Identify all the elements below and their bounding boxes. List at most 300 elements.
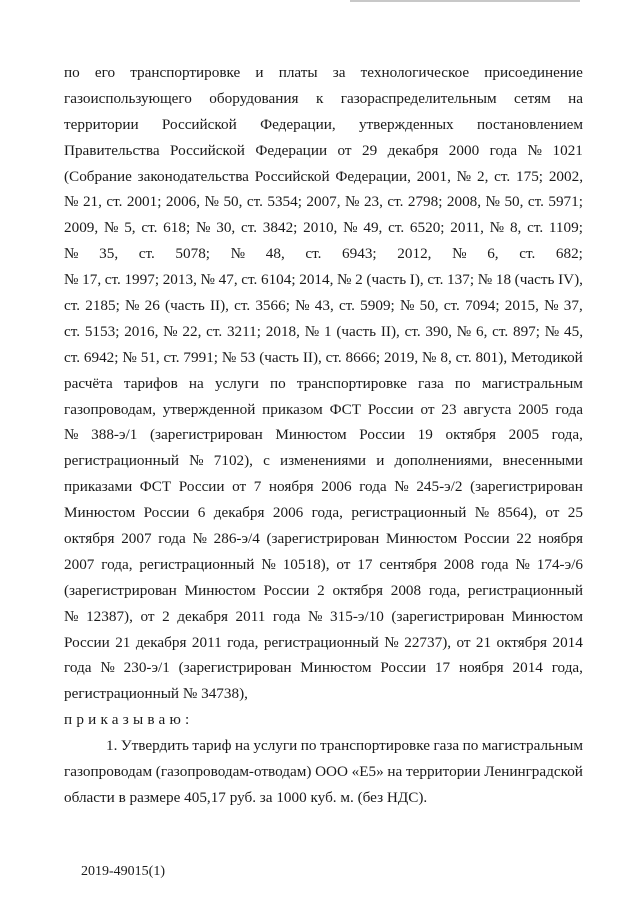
text-word: ст. [104, 271, 121, 289]
text-word: на [235, 737, 250, 755]
text-word: 3566; [255, 297, 290, 315]
text-word: I), [409, 271, 424, 289]
text-word: № [64, 245, 79, 263]
text-word: 2014 [552, 633, 583, 651]
text-word: года, [227, 633, 259, 651]
text-word: 25 [567, 504, 583, 522]
text-word: № [122, 348, 137, 366]
text-word: ст. [234, 297, 251, 315]
text-word: 2011, [450, 219, 484, 237]
text-word: № [345, 193, 360, 211]
text-word: 2 [355, 271, 363, 289]
text-word: 2019, [384, 348, 419, 366]
text-line [64, 785, 583, 811]
text-word: ст. [241, 271, 258, 289]
text-word: № [295, 297, 310, 315]
text-word: ст. [443, 297, 460, 315]
text-word: № [204, 193, 219, 211]
text-word: 50, [223, 193, 243, 211]
text-word: Российской [161, 115, 237, 133]
text-word: 2014, [299, 271, 334, 289]
text-word: газа [433, 737, 460, 755]
text-word: 2006, [165, 193, 201, 211]
text-word: № [163, 322, 178, 340]
text-word: 3211; [226, 322, 261, 340]
text-line [64, 86, 583, 112]
text-word: ФСТ [139, 478, 172, 496]
text-line [64, 345, 583, 371]
text-word: ст. [106, 193, 123, 211]
text-word: № [394, 478, 409, 496]
text-word: № [544, 322, 560, 340]
text-word: (зарегистрирован [64, 581, 177, 599]
text-word: 2005 [518, 400, 549, 418]
text-word: ст. [64, 297, 81, 315]
text-word: 5354; [267, 193, 302, 211]
text-word: газа [418, 374, 444, 392]
text-word: ст. [527, 219, 544, 237]
text-word: 37, [563, 297, 583, 315]
text-word: декабря [387, 141, 439, 159]
text-word: ст. [387, 193, 404, 211]
text-word: года [158, 530, 186, 548]
text-word: 2016, [124, 322, 159, 340]
text-word: II), [380, 322, 400, 340]
text-line [64, 422, 583, 448]
text-word: 2008 [443, 555, 475, 573]
text-word: транспортировке [319, 737, 430, 755]
text-word: 897; [512, 322, 540, 340]
text-word: Правительства [64, 141, 160, 159]
text-word: 30, [216, 219, 236, 237]
text-word: 21, [82, 193, 102, 211]
scan-edge-mark [350, 0, 580, 2]
text-line [64, 319, 583, 345]
text-word: ст. [494, 167, 511, 185]
text-line [64, 500, 583, 526]
text-word: России [367, 400, 414, 418]
text-word: дополнениями, [394, 452, 493, 470]
text-word: 53 [240, 348, 256, 366]
text-word: 137; [447, 271, 475, 289]
text-word: 50, [504, 193, 524, 211]
text-word: 22737), [404, 633, 452, 651]
text-word: Минюстом [184, 581, 256, 599]
text-word: 51, [140, 348, 160, 366]
text-word: ООО [315, 763, 348, 781]
text-word: постановлением [476, 115, 583, 133]
text-word: 1021 [552, 141, 583, 159]
text-word: августа [463, 400, 512, 418]
text-line [64, 630, 583, 656]
text-word: магистральным [481, 374, 583, 392]
text-word: года [64, 659, 92, 677]
text-word: 2007, [306, 193, 341, 211]
text-word: 2014 [512, 659, 543, 677]
text-word: утвержденной [162, 400, 256, 418]
text-word: 390, [425, 322, 452, 340]
text-word: № [452, 245, 467, 263]
text-word: 2000 [448, 141, 480, 159]
text-word: 6 [197, 504, 206, 522]
text-word: 23 [441, 400, 457, 418]
text-word: 1109; [548, 219, 583, 237]
text-word: 801), [475, 348, 508, 366]
text-word: (часть [366, 271, 407, 289]
text-word: Ленинградской [484, 763, 583, 781]
text-word: изменениями [279, 452, 367, 470]
text-word: 6104; [260, 271, 296, 289]
text-word: ноября [268, 478, 314, 496]
text-word: 2010, [303, 219, 338, 237]
text-word: законодательства [137, 167, 249, 185]
text-word: Минюстом [64, 504, 136, 522]
text-word: 21 [115, 633, 131, 651]
text-word: регистрационный [263, 633, 379, 651]
text-word: 682; [555, 245, 583, 263]
text-word: 49, [363, 219, 383, 237]
text-word: № [64, 607, 79, 625]
text-word: тариф [192, 737, 232, 755]
text-word: 22 [516, 530, 532, 548]
text-word: газопроводам [64, 763, 153, 781]
text-word: 7102), [213, 452, 253, 470]
text-word: 2798; [407, 193, 443, 211]
text-word: декабря [135, 633, 187, 651]
text-word: 5, [124, 219, 136, 237]
text-word: № [343, 219, 358, 237]
text-word: Утвердить [120, 737, 189, 755]
text-word: № [337, 271, 352, 289]
text-line [64, 759, 583, 785]
text-word: IV), [558, 271, 583, 289]
text-word: 6, [476, 322, 488, 340]
text-line [64, 60, 583, 86]
text-word: 7 [253, 478, 262, 496]
text-word: России [64, 633, 110, 651]
text-line [64, 448, 583, 474]
text-word: № [189, 452, 204, 470]
text-word: № [192, 530, 207, 548]
text-word: ст. [519, 245, 536, 263]
text-line [64, 241, 583, 267]
text-word: регистрационный [139, 555, 255, 573]
text-word: 29 [362, 141, 378, 159]
text-word: 19 [417, 426, 433, 444]
text-word: 8564), [497, 504, 537, 522]
text-word: 388-э/1 [91, 426, 138, 444]
text-word: платы [278, 64, 318, 81]
text-word: 18 [495, 271, 512, 289]
text-word: 2 [162, 607, 170, 625]
text-word: на [387, 763, 403, 781]
text-word: II), [302, 348, 322, 366]
text-word: № [456, 167, 472, 185]
text-word: Российской [170, 141, 245, 159]
text-word: 2006 [272, 504, 304, 522]
text-word: ст. [64, 348, 81, 366]
text-word: и [376, 452, 385, 470]
text-word: от [140, 607, 155, 625]
text-word: 17 [357, 555, 373, 573]
text-word: Федерации, [260, 115, 336, 133]
text-word: сетям [514, 89, 551, 107]
text-word: ст. [64, 322, 81, 340]
text-word: ст. [141, 219, 158, 237]
text-word: 35, [99, 245, 119, 263]
text-word: (часть [336, 322, 377, 340]
text-word: технологическое [360, 64, 470, 81]
text-word: 21 [475, 633, 492, 651]
text-word: присоединение [484, 64, 583, 81]
text-word: услуги [253, 737, 298, 755]
text-word: 315-э/10 [330, 607, 384, 625]
text-word: внесенными [502, 452, 583, 470]
text-word: № [515, 555, 530, 573]
text-word: № [422, 348, 437, 366]
text-word: № [527, 141, 543, 159]
text-line [64, 526, 583, 552]
text-word: России [463, 530, 510, 548]
text-word: расчёта [64, 374, 113, 392]
text-word: газопроводам, [64, 400, 156, 418]
text-word: № [307, 607, 323, 625]
text-word: декабря [177, 607, 228, 625]
text-word: ст. [427, 271, 444, 289]
text-word: ст. [527, 193, 544, 211]
text-word: за [332, 64, 346, 81]
text-word: от [420, 400, 435, 418]
text-word: 2001; [126, 193, 162, 211]
text-word: к [315, 89, 324, 107]
text-word: 5909; [360, 297, 395, 315]
text-word: России [143, 504, 190, 522]
text-word: № [456, 322, 472, 340]
text-word: № [221, 348, 237, 366]
text-word: ноября [538, 530, 583, 548]
text-word: года [555, 400, 583, 418]
text-line [64, 733, 583, 759]
text-word: 618; [163, 219, 191, 237]
text-word: № [477, 271, 493, 289]
text-word: II), [209, 297, 229, 315]
text-word: ст. [455, 348, 472, 366]
text-word: 10518), [282, 555, 330, 573]
text-word: транспортировке [296, 374, 407, 392]
text-word: 5153; [84, 322, 120, 340]
text-word: 17 [434, 659, 451, 677]
text-word: тарифов [123, 374, 178, 392]
text-word: октября [332, 581, 383, 599]
text-word: 2, [476, 167, 489, 185]
text-word: России [359, 426, 406, 444]
text-word: № [384, 633, 399, 651]
text-word: № [474, 504, 490, 522]
text-word: с [263, 452, 270, 470]
text-word: № [125, 297, 140, 315]
text-word: (зарегистрирован [178, 659, 292, 677]
text-word: от [545, 504, 560, 522]
text-word: ст. [325, 348, 342, 366]
text-word: года [272, 607, 301, 625]
text-word: № [261, 555, 276, 573]
text-word: 23, [363, 193, 383, 211]
text-word: 2011 [191, 633, 222, 651]
text-word: 2015, [504, 297, 539, 315]
text-word: 5078; [175, 245, 211, 263]
text-word: 45, [564, 322, 583, 340]
text-word: России [380, 659, 427, 677]
text-word: 48, [265, 245, 285, 263]
text-word: 2008 [390, 581, 422, 599]
text-word: России [178, 478, 225, 496]
text-word: по [462, 737, 479, 755]
text-line [64, 578, 583, 604]
text-word: № [195, 219, 211, 237]
text-word: 26 [144, 297, 160, 315]
text-word: года, [551, 426, 583, 444]
text-line [64, 112, 583, 138]
text-word: 8, [440, 348, 452, 366]
text-word: регистрационный [64, 452, 180, 470]
document-body [64, 60, 583, 811]
text-line [64, 604, 583, 630]
text-word: Минюстом [275, 426, 347, 444]
text-word: 2006 [321, 478, 352, 496]
text-word: № [399, 297, 415, 315]
text-word: 2008, [446, 193, 482, 211]
text-line [64, 552, 583, 578]
text-word: по [64, 64, 80, 81]
text-word: 2012, [397, 245, 432, 263]
text-line [64, 397, 583, 423]
text-word: 2005 [508, 426, 540, 444]
text-word: от [456, 633, 471, 651]
text-word: № [485, 193, 500, 211]
text-word: года [359, 478, 387, 496]
text-line [64, 164, 583, 190]
text-word: транспортировке [130, 64, 241, 81]
text-word: ст. [388, 219, 405, 237]
text-word: 5971; [548, 193, 583, 211]
text-line [64, 371, 583, 397]
text-word: области в размере 405,17 руб. за 1000 куб. м. (без НДС). [64, 788, 428, 806]
text-word: 17, [82, 271, 102, 289]
text-word: ст. [305, 245, 322, 263]
text-word: 2185; [85, 297, 120, 315]
text-word: 2011 [235, 607, 266, 625]
text-word: № [64, 426, 79, 444]
text-word: от [337, 141, 352, 159]
text-word: магистральным [481, 737, 583, 755]
text-word: (часть [259, 348, 299, 366]
text-word: октября [445, 426, 497, 444]
text-word: (Собрание [64, 167, 132, 185]
text-word: ст. [163, 348, 180, 366]
text-word: 2007 [121, 530, 152, 548]
text-word: 6942; [83, 348, 119, 366]
document-number: 2019-49015(1) [81, 864, 165, 879]
text-word: (зарегистрирован [470, 478, 583, 496]
text-word: приказами [64, 478, 133, 496]
order-word: приказываю: [64, 711, 194, 729]
text-word: ст. [206, 322, 223, 340]
text-line [64, 138, 583, 164]
text-word: октября [64, 530, 115, 548]
text-word: № [489, 219, 505, 237]
text-word: 175; [516, 167, 544, 185]
text-word: 2018, [265, 322, 300, 340]
text-line [64, 681, 583, 707]
text-line [64, 267, 583, 293]
text-word: 7991; [183, 348, 219, 366]
text-word: Минюстом [300, 659, 372, 677]
text-word: (зарегистрирован [149, 426, 263, 444]
text-word: Федерации [255, 141, 328, 159]
text-word: от [232, 478, 247, 496]
text-word: оборудования [209, 89, 299, 107]
text-word: 8, [509, 219, 522, 237]
text-word: 245-э/2 [416, 478, 463, 496]
text-word: № [100, 659, 115, 677]
text-word: газоиспользующего [64, 89, 192, 107]
text-word: (газопроводам-отводам) [155, 763, 312, 781]
text-word: года, [428, 581, 461, 599]
text-word: ФСТ [329, 400, 361, 418]
text-word: ст. [338, 297, 355, 315]
text-word: (часть [165, 297, 205, 315]
text-word: года [489, 141, 518, 159]
text-word: утвержденных [358, 115, 454, 133]
text-word: 7094; [464, 297, 500, 315]
text-word: года, [551, 659, 583, 677]
text-word: 230-э/1 [123, 659, 170, 677]
text-word: сентября [379, 555, 437, 573]
text-word: от [336, 555, 351, 573]
text-line [64, 474, 583, 500]
text-word: № [230, 245, 246, 263]
text-word: 50, [419, 297, 439, 315]
text-word: № [64, 193, 79, 211]
text-line [64, 707, 583, 733]
text-word: Минюстом [511, 607, 583, 625]
text-word: года, [311, 504, 343, 522]
text-line [64, 655, 583, 681]
text-word: территории [64, 115, 139, 133]
text-word: 2013, [162, 271, 197, 289]
text-word: 174-э/6 [536, 555, 583, 573]
text-word: 3842; [262, 219, 298, 237]
text-word: 2 [317, 581, 325, 599]
text-word: 1 [323, 322, 332, 340]
text-word: регистрационный [467, 581, 583, 599]
text-word: Минюстом [385, 530, 458, 548]
text-word: по [454, 374, 471, 392]
text-word: 1. [106, 737, 118, 755]
text-word: 47, [218, 271, 238, 289]
text-word: 12387), [86, 607, 133, 625]
text-word: года, [101, 555, 133, 573]
text-word: ст. [246, 193, 263, 211]
text-word: 2009, [64, 219, 99, 237]
text-word: (зарегистрирован [266, 530, 380, 548]
text-word: Федерации, [335, 167, 411, 185]
text-line [64, 189, 583, 215]
text-line [64, 293, 583, 319]
text-word: регистрационный № 34738), [64, 685, 248, 703]
text-word: ст. [404, 322, 421, 340]
text-word: 22, [182, 322, 202, 340]
